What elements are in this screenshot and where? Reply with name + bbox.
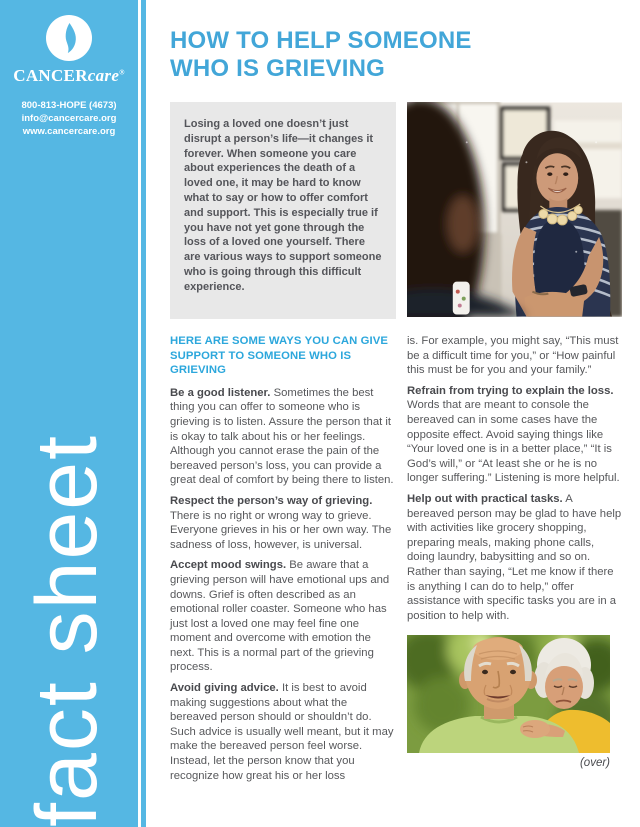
elderly-couple-photo [407, 635, 610, 753]
paragraph-text: Sometimes the best thing you can offer to someone who is grieving is to listen. Assure the person that it is okay to talk about his or her feelings. Although you cannot erase the pain of the bereaved person’s loss, you can provide a great deal of comfort by being there to listen. [170, 386, 394, 487]
paragraph-lead: Avoid giving advice. [170, 682, 279, 695]
counseling-session-photo [407, 102, 622, 317]
page-title-line1: HOW TO HELP SOMEONE [170, 27, 472, 54]
fact-sheet-vertical-label: fact sheet [19, 434, 115, 827]
email-address: info@cancercare.org [21, 113, 117, 124]
paragraph-lead: Respect the person’s way of grieving. [170, 494, 373, 507]
brand-cancer: CANCER [13, 66, 88, 85]
paragraph-lead: Refrain from trying to explain the loss. [407, 384, 614, 397]
contact-block [0, 99, 138, 138]
brand-care: care [87, 66, 120, 85]
intro-callout: Losing a loved one doesn’t just disrupt a person’s life—it changes it forever. When someone you care about experiences the death of a loved one, it may be hard to know what to say or how to offer comfort and support. This is especially true if you have not yet gone through the loss of a loved one yourself. There are various ways to support someone who is going through this difficult experience. [170, 102, 396, 319]
cancercare-logo [0, 0, 138, 86]
paragraph-text: A bereaved person may be glad to have help with activities like grocery shopping, preparing meals, making phone calls, doing laundry, babysitting and so on. Rather than saying, “Let me know if there is anything I can do to help,” offer assistance with specific tasks you are in a position to help with. [407, 492, 622, 622]
website-url: www.cancercare.org [22, 126, 116, 137]
page-title-line2: WHO IS GRIEVING [170, 55, 386, 82]
paragraph-text: Words that are meant to console the bereaved can in some cases have the opposite effect. Avoid saying things like “Your loved one is in a better place,” “It is God’s will,” or “At least she or he is no longer suffering.” Listening is more helpful. [407, 399, 620, 485]
paragraph-text: It is best to avoid making suggestions about what the bereaved person should or shouldn’t do. Such advice is usually well meant, but it may make the bereaved person feel worse. Instead, let the person know that you recognize how great his or her loss [170, 682, 394, 782]
registered-mark: ® [119, 68, 125, 77]
paragraph-text: Be aware that a grieving person will have emotional ups and downs. Grief is often described as an emotional roller coaster. Someone who has just lost a loved one may feel fine one moment and overcome with emotion the next. This is a normal part of the grieving process. [170, 559, 390, 674]
paragraph-be-a-good-listener [170, 386, 396, 488]
paragraph-refrain-explaining-loss [407, 384, 622, 486]
paragraph-avoid-giving-advice [170, 681, 396, 783]
main-content [170, 0, 622, 789]
sidebar [0, 0, 138, 827]
over-label: (over) [579, 757, 610, 770]
paragraph-lead: Help out with practical tasks. [407, 492, 563, 505]
right-text-column [407, 334, 622, 789]
paragraph-lead: Accept mood swings. [170, 559, 287, 572]
paragraph-text: There is no right or wrong way to grieve. Everyone grieves in his or her own way. The sadness of loss, however, is universal. [170, 509, 392, 551]
sidebar-accent-rule [141, 0, 146, 827]
paragraph-practical-tasks [407, 492, 622, 623]
logo-circle [46, 15, 92, 61]
phone-number: 800-813-HOPE (4673) [21, 100, 117, 111]
brand-wordmark [0, 66, 138, 86]
paragraph-lead: Be a good listener. [170, 386, 271, 399]
paragraph-continuation [407, 334, 622, 378]
paragraph-respect-grieving [170, 494, 396, 552]
paragraph-accept-mood-swings [170, 558, 396, 675]
paragraph-text: is. For example, you might say, “This must be a difficult time for you,” or “How painful this must be for you and your family.” [407, 335, 619, 377]
section-heading: HERE ARE SOME WAYS YOU CAN GIVE SUPPORT TO SOMEONE WHO IS GRIEVING [170, 335, 388, 377]
left-text-column [170, 334, 396, 789]
leaf-flame-icon [46, 15, 92, 61]
page-title [170, 27, 622, 83]
